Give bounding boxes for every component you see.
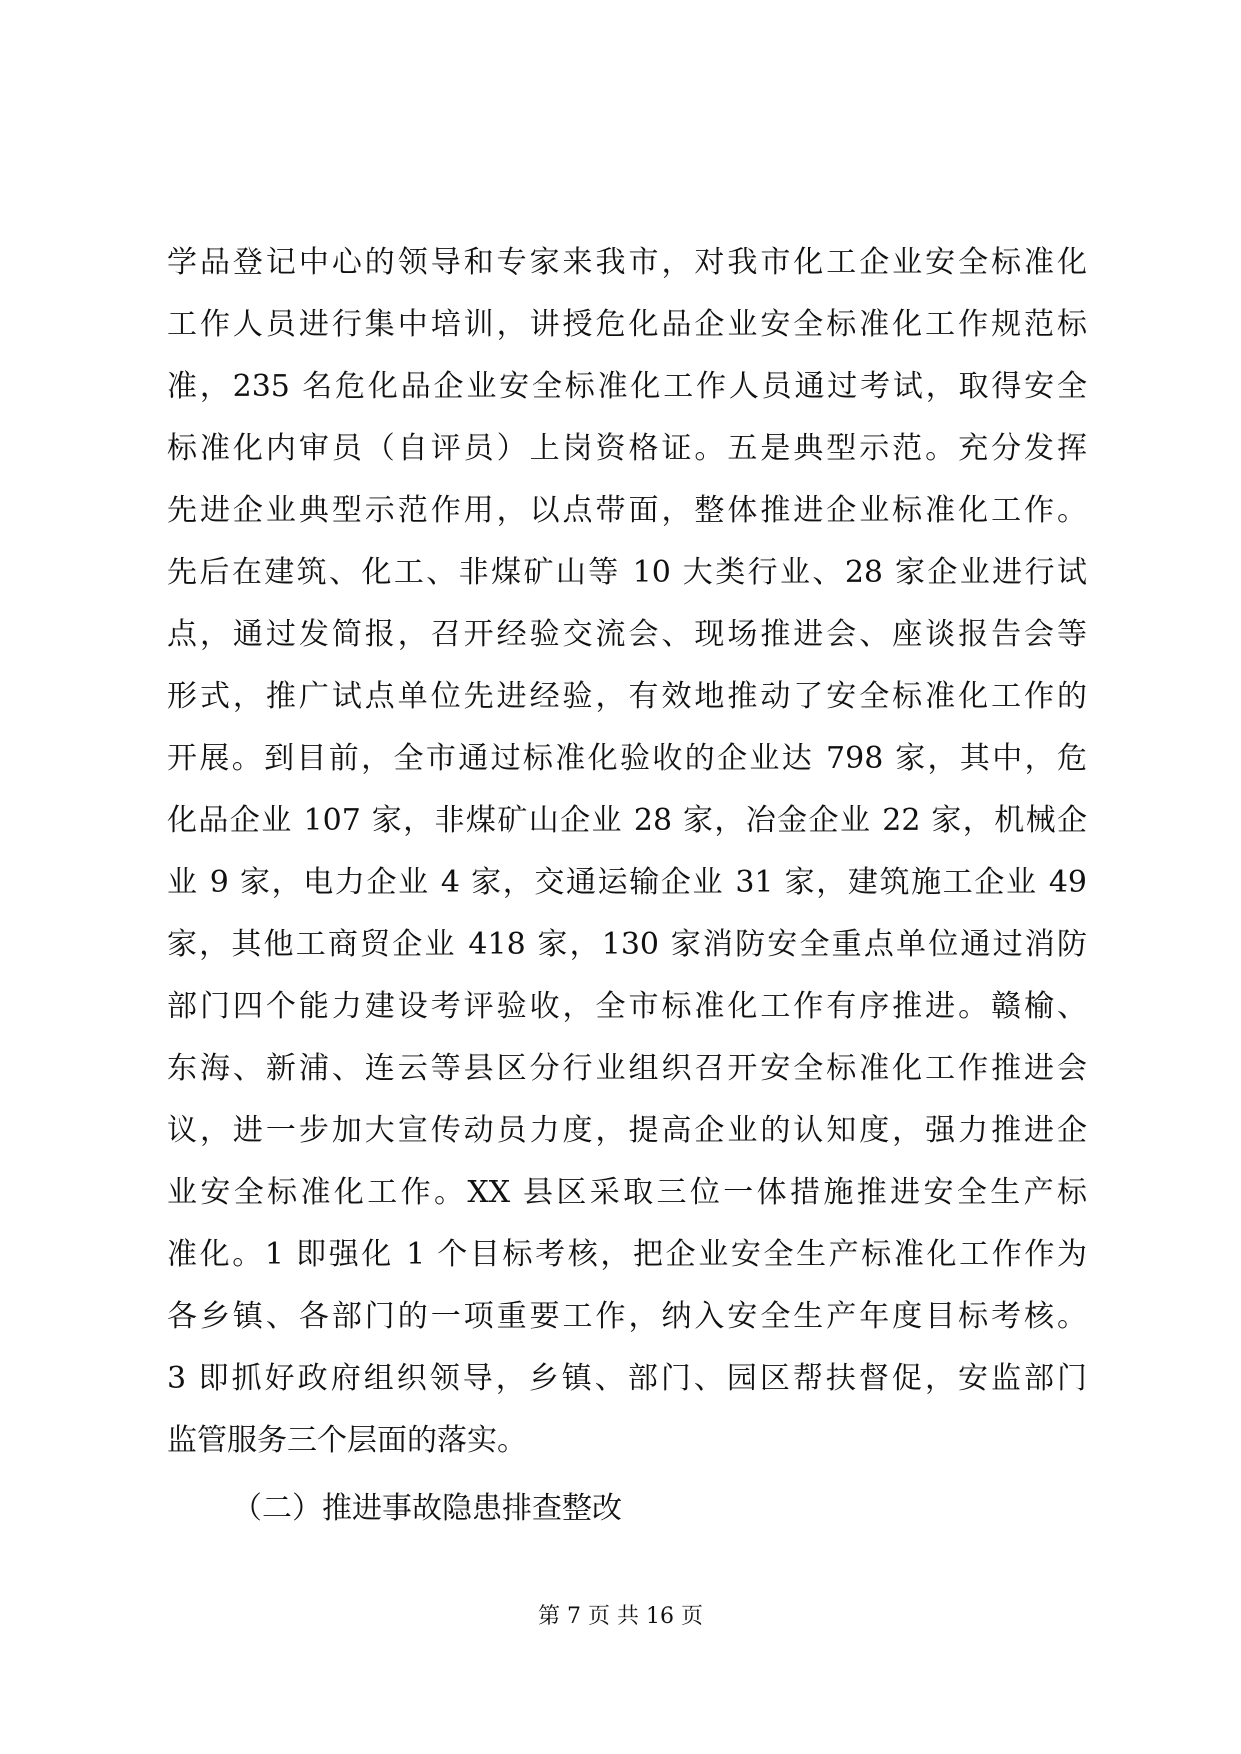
paragraph-line: 化品企业 107 家，非煤矿山企业 28 家，冶金企业 22 家，机械企 bbox=[167, 803, 1087, 838]
paragraph-line: 先进企业典型示范作用，以点带面，整体推进企业标准化工作。 bbox=[167, 493, 1087, 528]
paragraph-line: 家，其他工商贸企业 418 家，130 家消防安全重点单位通过消防 bbox=[167, 927, 1087, 962]
paragraph-line: 开展。到目前，全市通过标准化验收的企业达 798 家，其中，危 bbox=[167, 741, 1087, 776]
paragraph-line: 业 9 家，电力企业 4 家，交通运输企业 31 家，建筑施工企业 49 bbox=[167, 865, 1087, 900]
paragraph-line: 议，进一步加大宣传动员力度，提高企业的认知度，强力推进企 bbox=[167, 1113, 1087, 1148]
paragraph-line: 工作人员进行集中培训，讲授危化品企业安全标准化工作规范标 bbox=[167, 307, 1087, 342]
paragraph-line: 先后在建筑、化工、非煤矿山等 10 大类行业、28 家企业进行试 bbox=[167, 555, 1087, 590]
paragraph-line: 学品登记中心的领导和专家来我市，对我市化工企业安全标准化 bbox=[167, 245, 1087, 280]
page-footer bbox=[0, 1602, 1241, 1632]
section-heading: （二）推进事故隐患排查整改 bbox=[232, 1491, 622, 1526]
paragraph-line: 准化。1 即强化 1 个目标考核，把企业安全生产标准化工作作为 bbox=[167, 1237, 1087, 1272]
paragraph-line: 业安全标准化工作。XX 县区采取三位一体措施推进安全生产标 bbox=[167, 1175, 1087, 1210]
paragraph-line: 各乡镇、各部门的一项重要工作，纳入安全生产年度目标考核。 bbox=[167, 1299, 1087, 1334]
paragraph-line: 标准化内审员（自评员）上岗资格证。五是典型示范。充分发挥 bbox=[167, 431, 1087, 466]
paragraph-line: 东海、新浦、连云等县区分行业组织召开安全标准化工作推进会 bbox=[167, 1051, 1087, 1086]
paragraph-line: 部门四个能力建设考评验收，全市标准化工作有序推进。赣榆、 bbox=[167, 989, 1087, 1024]
paragraph-line: 3 即抓好政府组织领导，乡镇、部门、园区帮扶督促，安监部门 bbox=[167, 1361, 1087, 1396]
paragraph-line: 准，235 名危化品企业安全标准化工作人员通过考试，取得安全 bbox=[167, 369, 1087, 404]
page-indicator: 第 7 页 共 16 页 bbox=[538, 1604, 703, 1629]
paragraph-line: 点，通过发简报，召开经验交流会、现场推进会、座谈报告会等 bbox=[167, 617, 1087, 652]
body-paragraph bbox=[167, 232, 1087, 1472]
paragraph-line: 监管服务三个层面的落实。 bbox=[167, 1423, 527, 1458]
paragraph-line: 形式，推广试点单位先进经验，有效地推动了安全标准化工作的 bbox=[167, 679, 1087, 714]
